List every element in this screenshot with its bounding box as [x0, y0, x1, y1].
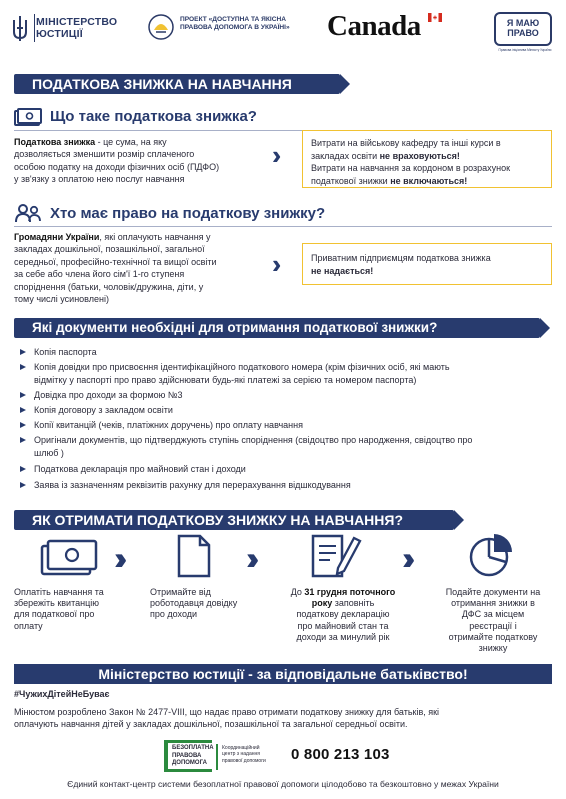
yamayu-subtitle: Правова ініціатива Мінюсту України	[498, 48, 552, 52]
step-3-line: податкову декларацію	[296, 609, 390, 620]
box2-line1: Приватним підприємцям податкова знижка	[311, 253, 491, 263]
legal-aid-center-line3: правової допомоги	[222, 757, 266, 764]
box1-line4b: не включаються!	[390, 175, 468, 186]
step-3-line: доходи за минулий рік	[296, 631, 390, 642]
step-1-line: збережіть квитанцію	[14, 598, 99, 609]
step-3-deadline-year: року	[311, 598, 333, 609]
list-item: Довідка про доходи за формою №3	[34, 390, 183, 400]
step-4-line: знижку	[478, 643, 508, 654]
box1-line1: Витрати на військову кафедру та інші курси в	[311, 138, 501, 148]
legal-aid-center-line1: Координаційний	[222, 745, 260, 751]
who-line-3: середньої, професійно-технічної та вищої освіти	[14, 256, 217, 267]
who-line-1: , які оплачують навчання у	[99, 232, 211, 242]
legal-aid-divider	[216, 744, 218, 770]
money-icon	[14, 108, 42, 128]
section-who-divider	[14, 226, 552, 227]
step-4-line: отримайте податкову	[448, 631, 538, 642]
what-line-2: дозволяється зменшити розмір сплаченого	[14, 149, 195, 160]
step-4-line: реєстрації і	[469, 620, 517, 631]
people-icon	[14, 203, 42, 223]
step-3-line: про майновий стан та	[297, 620, 389, 631]
cash-icon	[38, 538, 98, 578]
list-item: Копія довідки про присвоєння ідентифікаційного податкового номера (крім фізичних осіб, які мають	[34, 362, 450, 372]
canada-flag-icon	[428, 13, 442, 22]
documents-title: Які документи необхідні для отримання податкової знижки?	[32, 320, 438, 335]
step-2-line: Отримайте від	[150, 587, 211, 597]
note-box-entrepreneurs	[302, 243, 552, 285]
step-2-text	[150, 587, 270, 621]
ministry-name	[36, 16, 117, 40]
step-1-line: оплату	[14, 620, 43, 631]
who-line-6: тому числі усиновлені)	[14, 294, 109, 305]
who-line-5: споріднення (батьки, чоловік/дружина, діти, у	[14, 281, 204, 292]
step-4-line: ДФС за місцем	[461, 609, 525, 620]
ministry-slogan-banner	[14, 664, 552, 684]
arrow-right-icon: ››	[114, 540, 120, 576]
box1-line2b: не враховуються!	[379, 150, 460, 161]
form-pen-icon	[310, 532, 362, 578]
step-3-lead: До	[290, 587, 305, 597]
box2-line2: не надається!	[311, 265, 374, 276]
legal-aid-logo	[164, 740, 212, 772]
step-4-text	[432, 587, 554, 654]
project-name-line1: ПРОЕКТ «ДОСТУПНА ТА ЯКІСНА	[180, 16, 287, 23]
legal-aid-center	[222, 745, 266, 764]
yamayu-pravo-logo	[494, 12, 552, 46]
arrow-right-icon: ››	[246, 540, 252, 576]
project-name-line2: ПРАВОВА ДОПОМОГА В УКРАЇНІ»	[180, 24, 290, 31]
yamayu-line1: Я МАЮ	[506, 18, 540, 28]
ministry-name-line2: ЮСТИЦІЇ	[36, 28, 83, 40]
list-item-continuation: шлюб )	[34, 448, 64, 458]
what-line-1: - це сума, на яку	[95, 137, 167, 147]
step-3-text	[278, 587, 408, 643]
arrow-right-icon: ››	[272, 249, 274, 279]
step-4-line: отримання знижки в	[451, 598, 535, 609]
footer-text: Єдиний контакт-центр системи безоплатної правової допомоги цілодобово та безкоштовно у межах України	[67, 779, 499, 789]
how-to-title: ЯК ОТРИМАТИ ПОДАТКОВУ ЗНИЖКУ НА НАВЧАННЯ?	[32, 512, 404, 528]
who-line-4: за себе або члена його сім'ї 1-го ступеня	[14, 269, 185, 280]
what-line-3: особою податку на доходи фізичних осіб (ПДФО)	[14, 161, 220, 172]
header-divider	[34, 14, 35, 42]
how-to-banner	[14, 510, 454, 530]
legal-aid-line3: ДОПОМОГА	[172, 760, 207, 766]
main-title-banner	[14, 74, 340, 94]
step-2-line: про доходи	[150, 609, 198, 620]
step-3-line: заповніть	[332, 598, 375, 609]
hotline-phone[interactable]: 0 800 213 103	[291, 746, 390, 763]
ministry-name-line1: МІНІСТЕРСТВО	[36, 16, 118, 28]
list-item: Копії квитанцій (чеків, платіжних доручень) про оплату навчання	[34, 420, 303, 430]
legal-aid-line1: БЕЗОПЛАТНА	[172, 745, 214, 751]
step-1-line: для податкової про	[14, 609, 95, 620]
section-what-title: Що таке податкова знижка?	[50, 108, 257, 125]
arrow-right-icon: ››	[272, 140, 274, 170]
section-who-title: Хто має право на податкову знижку?	[50, 205, 326, 222]
main-title: ПОДАТКОВА ЗНИЖКА НА НАВЧАННЯ	[32, 76, 292, 92]
section-who-text	[14, 231, 284, 305]
documents-banner	[14, 318, 540, 338]
hashtag: #ЧужихДітейНеБуває	[14, 689, 110, 699]
what-line-4: у зв'язку з оплатою нею послуг навчання	[14, 174, 185, 185]
box1-line4a: податкової знижки	[311, 175, 391, 186]
box1-line3: Витрати на навчання за кордоном в розрахунок	[311, 163, 511, 174]
list-item: Заява із зазначенням реквізитів рахунку для перерахування відшкодування	[34, 480, 351, 490]
list-item: Копія договору з закладом освіти	[34, 405, 173, 415]
yamayu-line2: ПРАВО	[507, 28, 539, 38]
ministry-slogan: Міністерство юстиції - за відповідальне батьківство!	[98, 666, 468, 682]
box1-line2a: закладах освіти	[311, 150, 380, 161]
project-name	[180, 16, 320, 32]
project-emblem-icon	[148, 14, 174, 40]
who-line-2: закладах дошкільної, позашкільної, загальної	[14, 244, 205, 255]
law-line-2: оплачують навчання дітей у закладах дошкільної, позашкільної та загальної середньої освіти.	[14, 719, 408, 730]
list-item: Оригінали документів, що підтверджують ступінь споріднення (свідоцтво про народження, свідоцтво про	[34, 435, 473, 445]
step-1-line: Оплатіть навчання та	[14, 587, 104, 597]
term-citizens: Громадяни України	[14, 232, 100, 242]
step-4-line: Подайте документи на	[445, 587, 541, 597]
law-text	[14, 706, 552, 731]
pie-chart-icon	[468, 532, 514, 578]
list-item: Копія паспорта	[34, 347, 97, 357]
law-line-1: Мінюстом розроблено Закон № 2477-VIII, що надає право отримати податкову знижку для батьків, які	[14, 707, 440, 717]
section-what-text	[14, 136, 284, 186]
list-item: Податкова декларація про майновий стан і доходи	[34, 464, 246, 474]
step-3-deadline: 31 грудня поточного	[304, 587, 396, 597]
legal-aid-line2: ПРАВОВА	[172, 752, 202, 759]
step-1-text	[14, 587, 134, 632]
trident-icon	[10, 14, 30, 42]
document-icon	[176, 534, 212, 578]
list-item-continuation: відмітку у паспорті про право здійснювати будь-які платежі за серією та номером паспорта)	[34, 375, 417, 385]
legal-aid-center-line2: центр з надання	[222, 751, 260, 758]
step-2-line: роботодавця довідку	[150, 598, 238, 609]
canada-wordmark: Canada	[327, 10, 421, 42]
term-tax-discount: Податкова знижка	[14, 137, 96, 147]
arrow-right-icon: ››	[402, 540, 408, 576]
note-box-exclusions	[302, 130, 552, 188]
